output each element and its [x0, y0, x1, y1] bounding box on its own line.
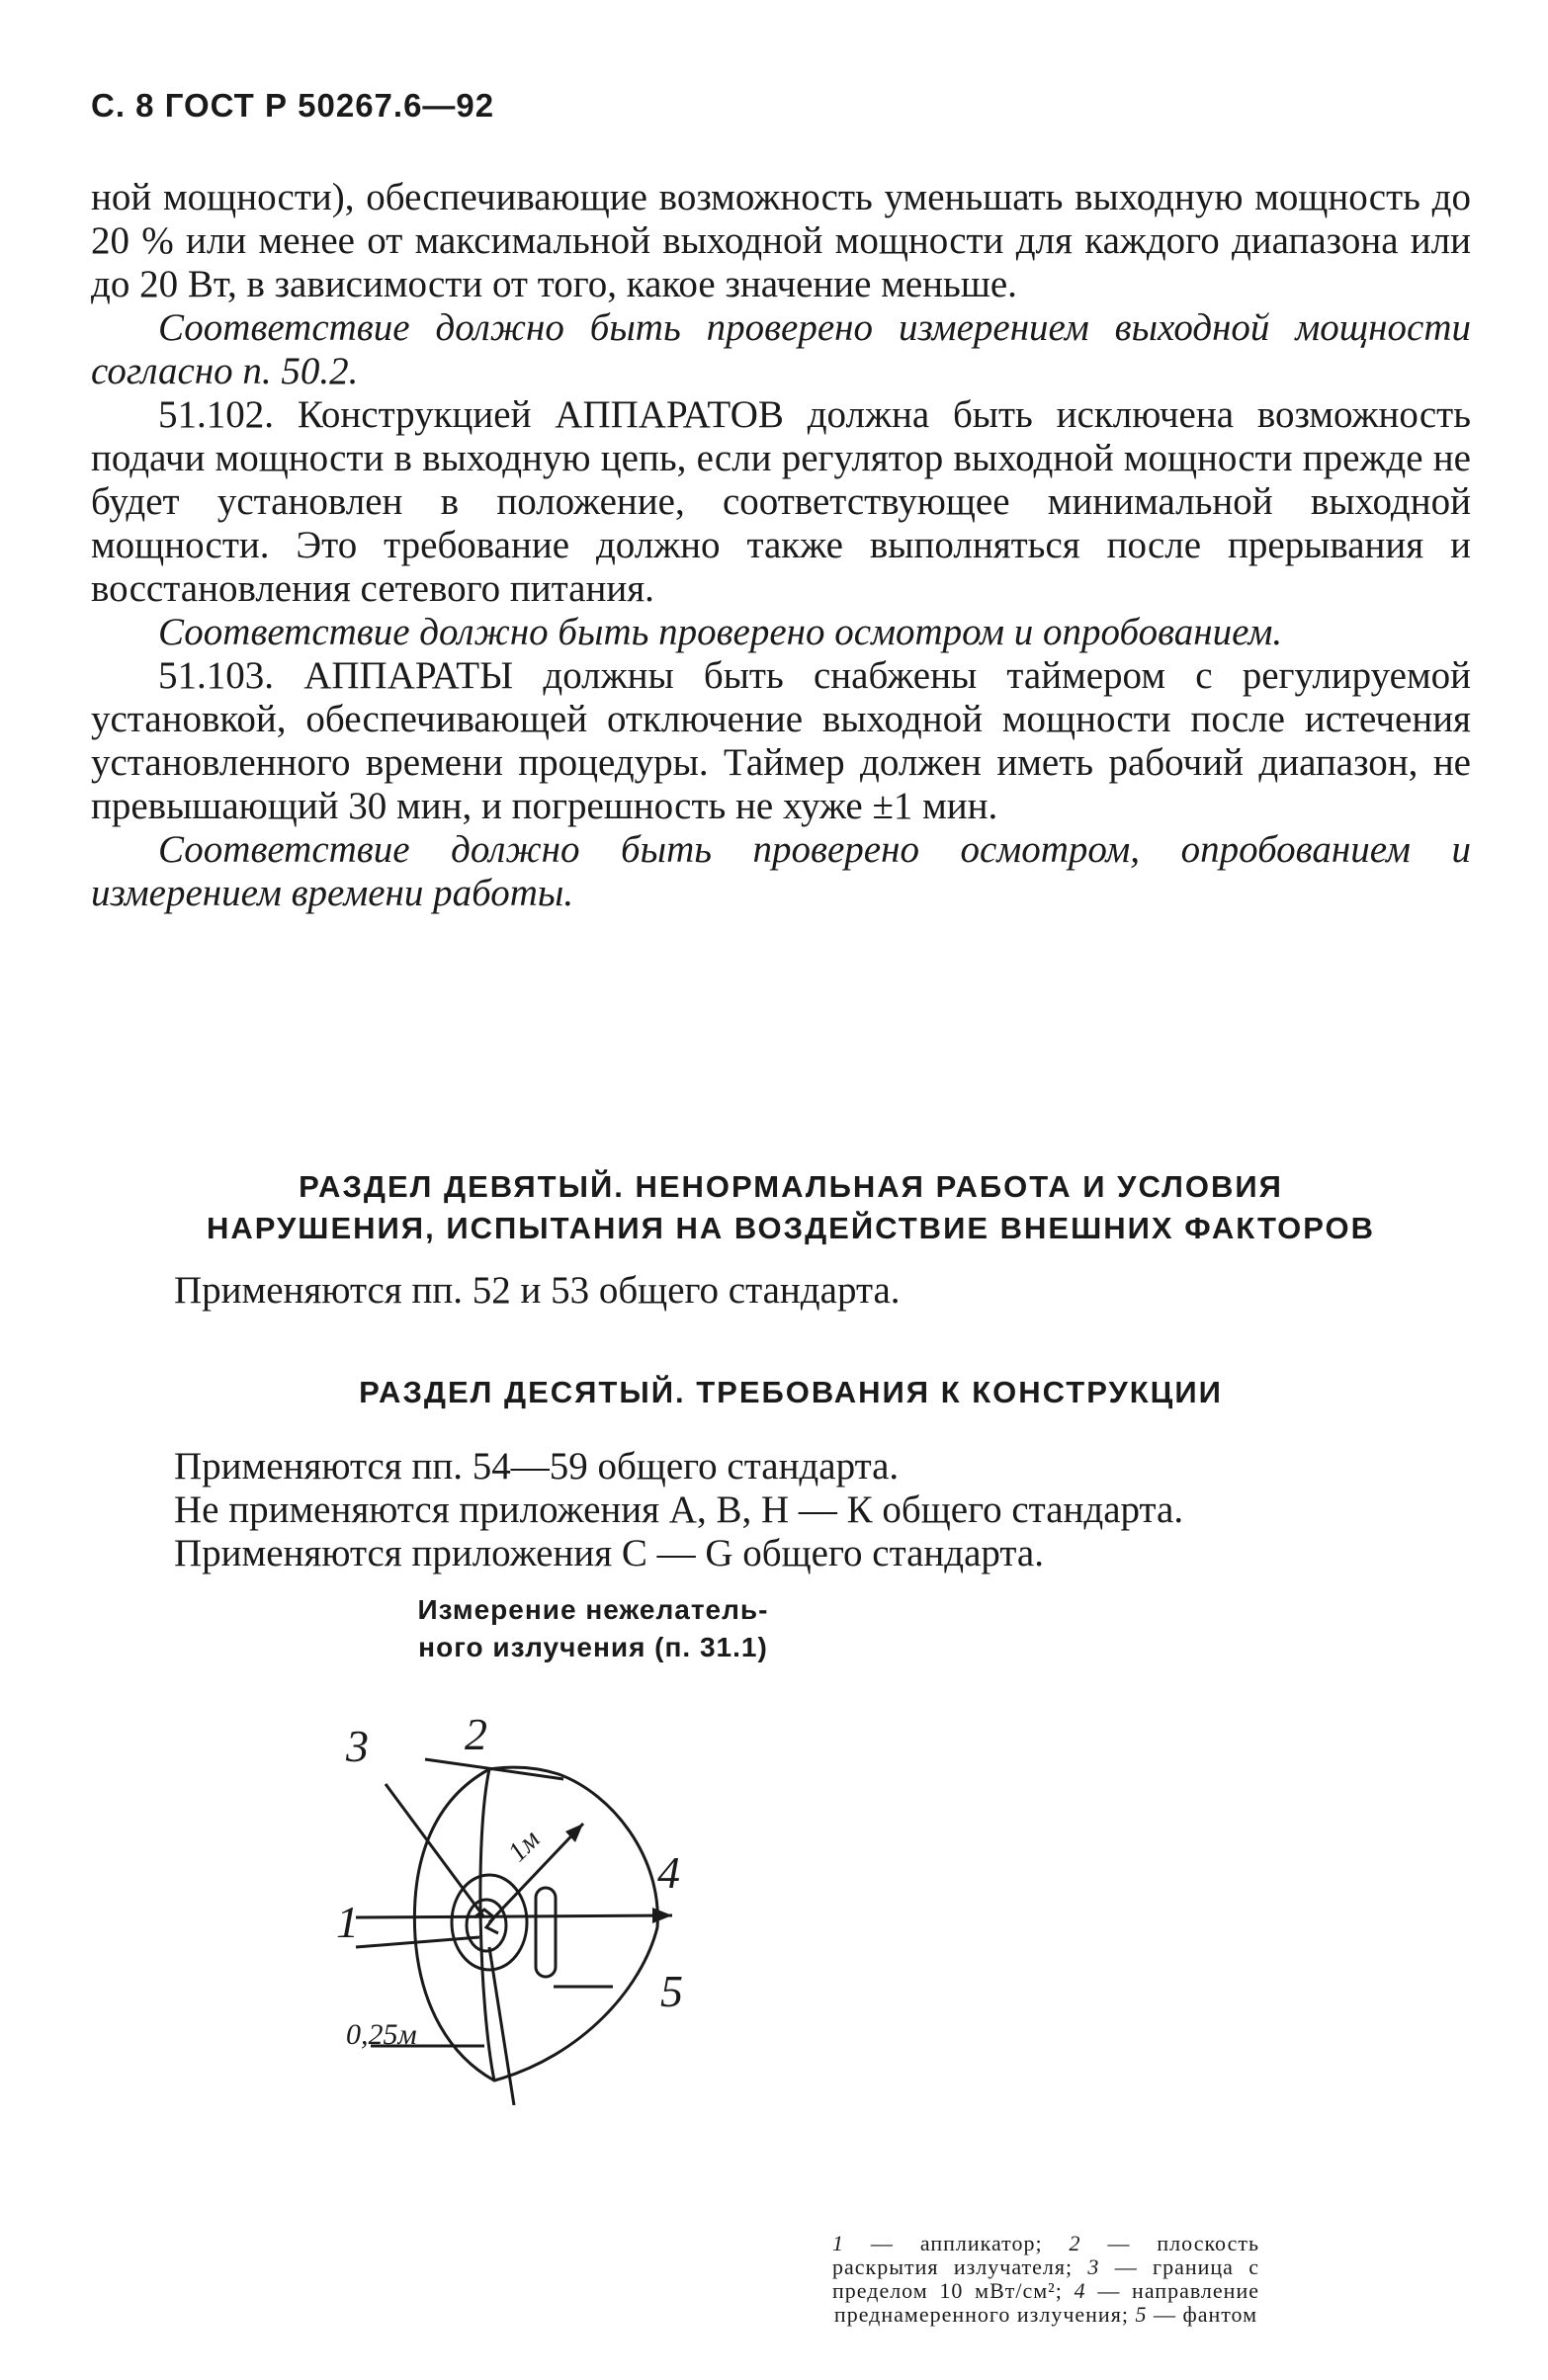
paragraph-6: Соответствие должно быть проверено осмотром, опробованием и измерением времени работы. — [91, 828, 1471, 914]
section-nine-title-line1: РАЗДЕЛ ДЕВЯТЫЙ. НЕНОРМАЛЬНАЯ РАБОТА И УСЛОВИЯ — [299, 1169, 1283, 1204]
applicator-probe — [536, 1888, 556, 1977]
radiation-measurement-diagram — [316, 1690, 731, 2105]
label-4: 4 — [657, 1847, 680, 1898]
legend-item-1 — [832, 2231, 1070, 2255]
legend-text-4: — направление преднамеренного излучения; — [833, 2278, 1259, 2327]
radiation-direction-line — [356, 1915, 672, 1917]
paragraph-4: Соответствие должно быть проверено осмотром и опробованием. — [158, 611, 1283, 653]
figure-legend — [832, 2232, 1259, 2327]
section-nine-text: Применяются пп. 52 и 53 общего стандарта. — [174, 1269, 901, 1312]
figure-title-line2: ного излучения (п. 31.1) — [418, 1632, 768, 1662]
leader-line-3 — [386, 1784, 484, 1917]
label-3: 3 — [346, 1721, 369, 1771]
legend-text-2: — плоскость раскрытия излучателя; — [832, 2231, 1259, 2279]
figure-title-line1: Измерение нежелатель- — [417, 1594, 769, 1625]
section-ten-line-2: Не применяются приложения А, В, Н — К общего стандарта. — [174, 1488, 1184, 1531]
legend-text-5: — фантом — [1147, 2302, 1258, 2327]
body-flow — [91, 176, 1471, 915]
legend-text-1: — аппликатор; — [844, 2231, 1070, 2255]
legend-num-2: 2 — [1069, 2231, 1081, 2255]
legend-text-3: — граница с пределом 10 мВт/см²; — [832, 2254, 1259, 2303]
section-ten-line-3: Применяются приложения С — G общего стандарта. — [174, 1532, 1044, 1574]
leader-line-1 — [356, 1937, 479, 1947]
legend-num-1: 1 — [832, 2231, 844, 2255]
paragraph-5: 51.103. АППАРАТЫ должны быть снабжены таймером с регулируемой установкой, обеспечивающей отключение выходной мощности после истечения установленного времени процедуры. Таймер должен иметь рабочий диапазон, не превышающий 30 мин, и погрешность не хуже ±1 мин. — [91, 654, 1471, 827]
label-5: 5 — [660, 1966, 683, 2016]
figure-title — [366, 1591, 820, 1666]
legend-num-4: 4 — [1074, 2278, 1086, 2303]
applicator-squiggle — [474, 1910, 498, 1933]
label-1m: 1м — [502, 1824, 547, 1868]
label-1: 1 — [336, 1897, 359, 1947]
legend-num-5: 5 — [1135, 2302, 1148, 2327]
label-2: 2 — [465, 1709, 487, 1759]
page-header: С. 8 ГОСТ Р 50267.6—92 — [91, 87, 495, 124]
paragraph-1: ной мощности), обеспечивающие возможность уменьшать выходную мощность до 20 % или менее от максимальной выходной мощности для каждого диапазона или до 20 Вт, в зависимости от того, какое значение меньше. — [91, 176, 1471, 305]
section-ten-title: РАЗДЕЛ ДЕСЯТЫЙ. ТРЕБОВАНИЯ К КОНСТРУКЦИИ — [359, 1375, 1223, 1409]
section-nine-title — [109, 1166, 1473, 1249]
paragraph-2: Соответствие должно быть проверено измерением выходной мощности согласно п. 50.2. — [91, 306, 1471, 392]
legend-item-5 — [1135, 2302, 1257, 2327]
legend-num-3: 3 — [1087, 2254, 1100, 2279]
section-nine-title-line2: НАРУШЕНИЯ, ИСПЫТАНИЯ НА ВОЗДЕЙСТВИЕ ВНЕШНИХ ФАКТОРОВ — [206, 1211, 1376, 1245]
paragraph-3: 51.102. Конструкцией АППАРАТОВ должна быть исключена возможность подачи мощности в выходную цепь, если регулятор выходной мощности прежде не будет установлен в положение, соответствующее минимальной выходной мощности. Это требование должно также выполняться после прерывания и восстановления сетевого питания. — [91, 393, 1471, 610]
label-025m: 0,25м — [346, 2018, 417, 2051]
arrow-head-4 — [652, 1908, 672, 1923]
section-ten-line-1: Применяются пп. 54—59 общего стандарта. — [174, 1445, 900, 1488]
